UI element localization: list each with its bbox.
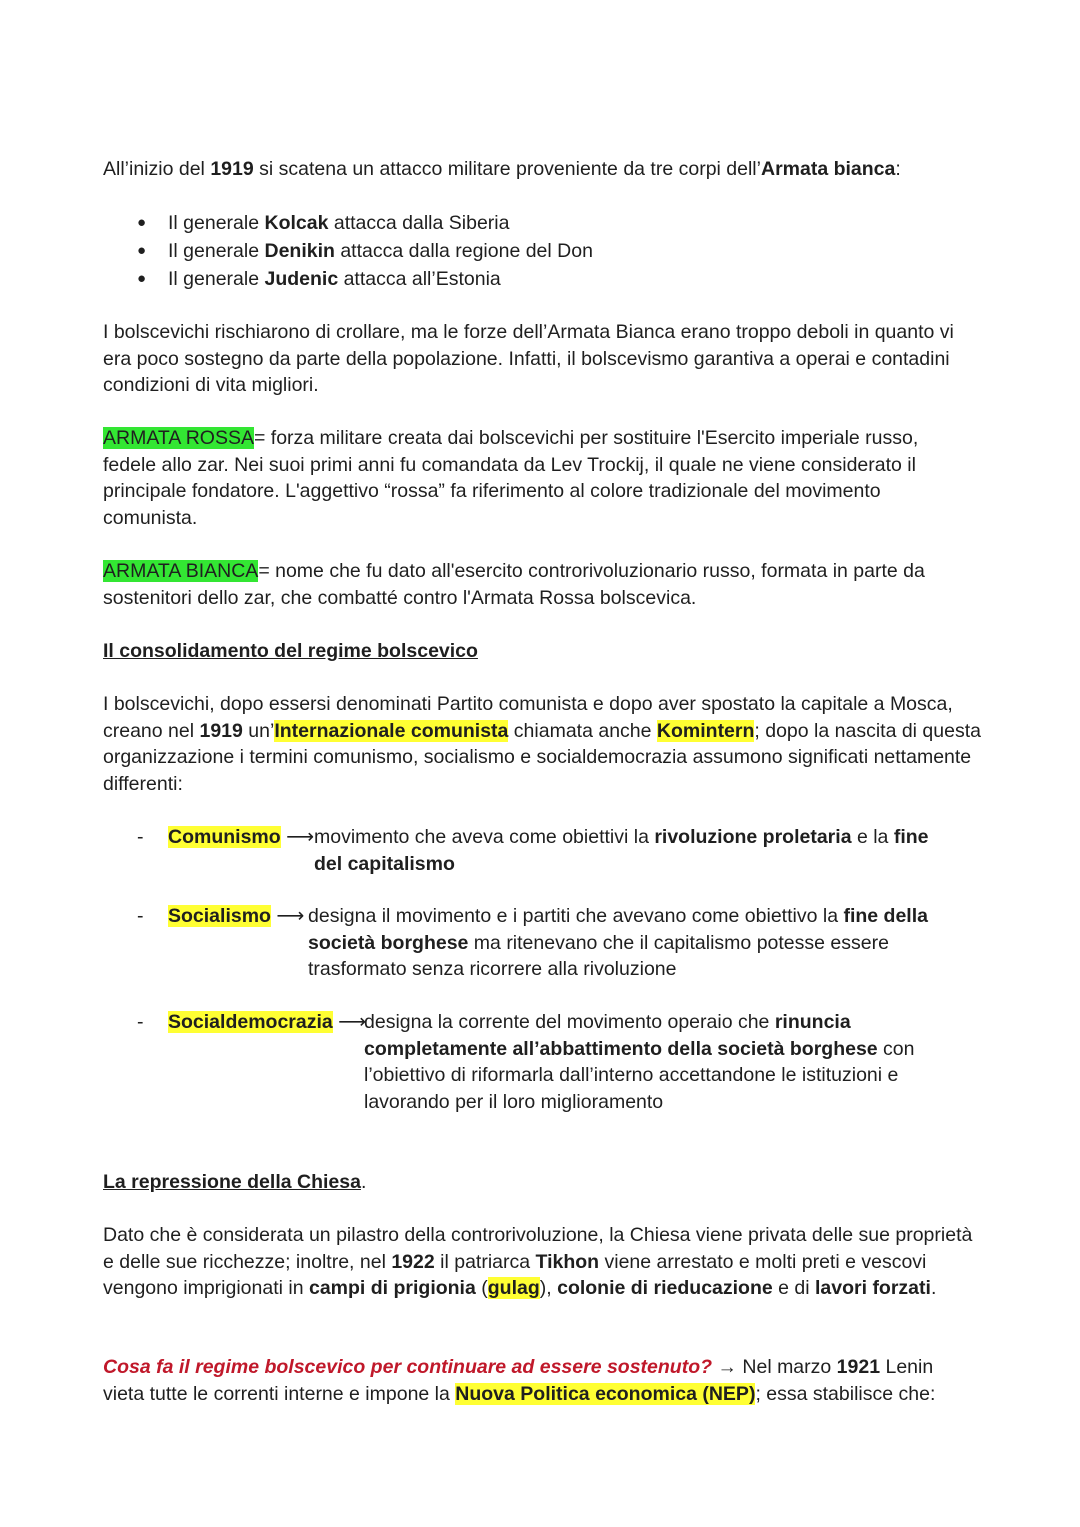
paragraph-nep: Cosa fa il regime bolscevico per continuare ad essere sostenuto? → Nel marzo 1921 Lenin vieta tutte le correnti interne e impone la Nuova Politica economica (NEP); essa stabilisce che: — [103, 1356, 936, 1405]
list-item: ● Il generale Judenic attacca all’Estonia — [103, 266, 983, 293]
definition-socialdemocrazia: designa la corrente del movimento operaio che rinuncia completamente all’abbattimento della società borghese con l’obiettivo di riformarla dall’interno accettandone le istituzioni e lavorando per il loro miglioramento — [364, 1011, 915, 1113]
list-dash: - — [137, 1011, 144, 1033]
term-armata-bianca: ARMATA BIANCA — [103, 560, 259, 582]
general-name: Denikin — [264, 240, 335, 262]
section-heading-consolidamento: Il consolidamento del regime bolscevico — [103, 640, 478, 662]
paragraph-chiesa: Dato che è considerata un pilastro della controrivoluzione, la Chiesa viene privata delle sue proprietà e delle sue ricchezze; inoltre, nel 1922 il patriarca Tikhon viene arrestato e molti preti e vescovi vengono imprigionati in campi di prigionia (gulag), colonie di rieducazione e di lavori forzati. — [103, 1224, 973, 1299]
definition-comunismo: movimento che aveva come obiettivi la rivoluzione proletaria e la fine del capitalismo — [314, 826, 929, 875]
term-nep: Nuova Politica economica (NEP) — [455, 1382, 756, 1405]
definition-armata-bianca: ARMATA BIANCA= nome che fu dato all'esercito controrivoluzionario russo, formata in parte da sostenitori dello zar, che combatté contro l'Armata Rossa bolscevica. — [103, 560, 925, 609]
arrow-icon: ⟶ — [338, 1011, 367, 1033]
paragraph-bolscevichi: I bolscevichi rischiarono di crollare, ma le forze dell’Armata Bianca erano troppo deboli in quanto vi era poco sostegno da parte della popolazione. Infatti, il bolscevismo garantiva a operai e contadini condizioni di vita migliori. — [103, 321, 954, 396]
definition-socialismo: designa il movimento e i partiti che avevano come obiettivo la fine della società borghese ma ritenevano che il capitalismo potesse essere trasformato senza ricorrere alla rivoluzione — [308, 905, 928, 980]
list-item: ● Il generale Denikin attacca dalla regione del Don — [103, 238, 983, 265]
term-comunismo-row — [168, 824, 314, 851]
arrow-icon: ⟶ — [276, 905, 305, 927]
generals-list — [103, 210, 983, 293]
section-heading-chiesa: La repressione della Chiesa. — [103, 1171, 367, 1193]
intro-paragraph — [103, 156, 983, 183]
term-comunismo: Comunismo — [168, 826, 281, 848]
term-komintern: Komintern — [656, 719, 755, 742]
term-socialismo-row — [168, 903, 304, 930]
arrow-icon: → — [712, 1356, 743, 1378]
intro-year: 1919 — [210, 158, 254, 180]
term-socialdemocrazia: Socialdemocrazia — [168, 1011, 333, 1033]
term-armata-rossa: ARMATA ROSSA — [103, 427, 254, 449]
list-item: ● Il generale Kolcak attacca dalla Siberia — [103, 210, 983, 237]
intro-text-end: : — [895, 158, 901, 180]
general-name: Kolcak — [264, 212, 329, 234]
arrow-icon: ⟶ — [286, 826, 315, 848]
intro-text-mid: si scatena un attacco militare proveniente da tre corpi dell’ — [253, 158, 761, 180]
intro-text: All’inizio del — [103, 158, 211, 180]
term-gulag: gulag — [487, 1277, 540, 1299]
list-dash: - — [137, 826, 144, 848]
list-dash: - — [137, 905, 144, 927]
term-socialismo: Socialismo — [168, 905, 271, 927]
paragraph-komintern: I bolscevichi, dopo essersi denominati Partito comunista e dopo aver spostato la capitale a Mosca, creano nel 1919 un’Internazionale comunista chiamata anche Komintern; dopo la nascita di questa organizzazione i termini comunismo, socialismo e socialdemocrazia assumono significati nettamente differenti: — [103, 693, 981, 795]
general-name: Judenic — [264, 268, 339, 290]
question-text: Cosa fa il regime bolscevico per continuare ad essere sostenuto? — [103, 1356, 713, 1378]
definition-armata-rossa: ARMATA ROSSA= forza militare creata dai bolscevichi per sostituire l'Esercito imperiale russo, fedele allo zar. Nei suoi primi anni fu comandata da Lev Trockij, il quale ne viene considerato il principale fondatore. L'aggettivo “rossa” fa riferimento al colore tradizionale del movimento comunista. — [103, 427, 919, 529]
term-internazionale: Internazionale comunista — [274, 719, 509, 742]
term-socialdemocrazia-row — [168, 1009, 366, 1036]
intro-army: Armata bianca — [760, 158, 896, 180]
